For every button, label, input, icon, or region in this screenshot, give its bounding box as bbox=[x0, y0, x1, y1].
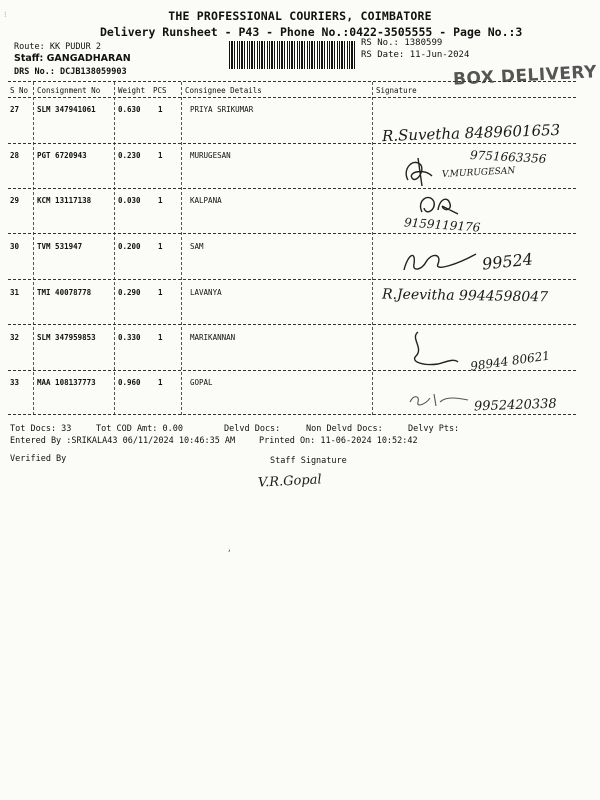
col-header-consignee: Consignee Details bbox=[185, 86, 262, 95]
row-pcs: 1 bbox=[158, 151, 163, 160]
row-consignee: PRIYA SRIKUMAR bbox=[190, 105, 254, 114]
row-rule bbox=[8, 279, 576, 280]
row-weight: 0.960 bbox=[118, 378, 141, 387]
table-top-rule bbox=[8, 81, 576, 82]
row-consignment: KCM 13117138 bbox=[37, 196, 92, 205]
row-sno: 30 bbox=[10, 242, 20, 251]
box-delivery-stamp: BOX DELIVERY bbox=[452, 62, 598, 90]
row-pcs: 1 bbox=[158, 333, 163, 342]
printed-on: Printed On: 11-06-2024 10:52:42 bbox=[259, 436, 418, 446]
route: Route: KK PUDUR 2 bbox=[14, 42, 101, 52]
staff-signature-label: Staff Signature bbox=[270, 456, 347, 466]
staff-handwritten-signature: V.R.Gopal bbox=[257, 472, 322, 491]
staff-name: Staff: GANGADHARAN bbox=[14, 53, 131, 64]
row-consignment: TMI 40078778 bbox=[37, 288, 92, 297]
signature-scribble bbox=[398, 150, 440, 190]
total-docs: Tot Docs: 33 bbox=[10, 424, 72, 434]
row-pcs: 1 bbox=[158, 196, 163, 205]
rs-number: RS No.: 1380599 bbox=[361, 38, 443, 48]
row-consignment: MAA 108137773 bbox=[37, 378, 96, 387]
barcode bbox=[229, 41, 355, 69]
signature-scribble bbox=[406, 388, 470, 410]
row-sno: 28 bbox=[10, 151, 20, 160]
row-consignee: GOPAL bbox=[190, 378, 213, 387]
row-rule bbox=[8, 143, 576, 144]
drs-number: DRS No.: DCJB138059903 bbox=[14, 67, 127, 77]
col-header-sno: S No bbox=[10, 86, 29, 95]
row-consignee: MURUGESAN bbox=[190, 151, 231, 160]
handwritten-signature: R.Jeevitha 9944598047 bbox=[381, 286, 549, 306]
row-weight: 0.200 bbox=[118, 242, 141, 251]
runsheet-title: Delivery Runsheet - P43 - Phone No.:0422-3505555 - Page No.:3 bbox=[100, 25, 523, 39]
col-header-signature: Signature bbox=[376, 86, 417, 95]
col-divider bbox=[114, 82, 115, 415]
row-weight: 0.330 bbox=[118, 333, 141, 342]
row-consignment: PGT 6720943 bbox=[37, 151, 87, 160]
handwritten-phone: 98944 80621 bbox=[469, 348, 551, 374]
row-rule bbox=[8, 324, 576, 325]
row-weight: 0.230 bbox=[118, 151, 141, 160]
table-bottom-rule bbox=[8, 414, 576, 415]
stray-mark: ⁝ bbox=[4, 10, 7, 19]
row-consignment: SLM 347941061 bbox=[37, 105, 96, 114]
row-sno: 33 bbox=[10, 378, 20, 387]
row-sno: 32 bbox=[10, 333, 20, 342]
handwritten-phone: 99524 bbox=[481, 249, 534, 274]
row-consignment: SLM 347959853 bbox=[37, 333, 96, 342]
handwritten-name: V.MURUGESAN bbox=[441, 166, 516, 180]
delivered-docs: Delvd Docs: bbox=[224, 424, 281, 434]
row-pcs: 1 bbox=[158, 242, 163, 251]
row-weight: 0.030 bbox=[118, 196, 141, 205]
row-weight: 0.630 bbox=[118, 105, 141, 114]
col-header-consignment: Consignment No bbox=[37, 86, 101, 95]
row-weight: 0.290 bbox=[118, 288, 141, 297]
signature-scribble bbox=[404, 326, 460, 374]
row-rule bbox=[8, 233, 576, 234]
total-cod-amount: Tot COD Amt: 0.00 bbox=[96, 424, 183, 434]
handwritten-signature: R.Suvetha 8489601653 bbox=[381, 120, 561, 146]
verified-by-label: Verified By bbox=[10, 454, 67, 464]
handwritten-phone: 9159119176 bbox=[403, 215, 481, 235]
signature-scribble bbox=[398, 240, 480, 280]
non-delivered-docs: Non Delvd Docs: bbox=[306, 424, 383, 434]
col-divider bbox=[372, 82, 373, 415]
handwritten-phone: 9952420338 bbox=[473, 396, 557, 415]
row-sno: 29 bbox=[10, 196, 20, 205]
row-pcs: 1 bbox=[158, 378, 163, 387]
row-pcs: 1 bbox=[158, 105, 163, 114]
delivery-points: Delvy Pts: bbox=[408, 424, 460, 434]
table-header-rule bbox=[8, 97, 576, 98]
row-sno: 31 bbox=[10, 288, 20, 297]
col-divider bbox=[33, 82, 34, 415]
row-consignee: KALPANA bbox=[190, 196, 222, 205]
rs-date: RS Date: 11-Jun-2024 bbox=[361, 50, 470, 60]
col-header-pcs: PCS bbox=[153, 86, 167, 95]
stray-mark: ‚ bbox=[227, 544, 232, 553]
row-pcs: 1 bbox=[158, 288, 163, 297]
col-divider bbox=[181, 82, 182, 415]
company-name: THE PROFESSIONAL COURIERS, COIMBATORE bbox=[168, 9, 432, 23]
row-rule bbox=[8, 188, 576, 189]
handwritten-phone: 9751663356 bbox=[469, 148, 547, 166]
col-header-weight: Weight bbox=[118, 86, 146, 95]
row-sno: 27 bbox=[10, 105, 20, 114]
row-consignment: TVM 531947 bbox=[37, 242, 83, 251]
entered-by: Entered By :SRIKALA43 06/11/2024 10:46:35 AM bbox=[10, 436, 236, 446]
row-consignee: SAM bbox=[190, 242, 204, 251]
row-consignee: LAVANYA bbox=[190, 288, 222, 297]
row-consignee: MARIKANNAN bbox=[190, 333, 236, 342]
